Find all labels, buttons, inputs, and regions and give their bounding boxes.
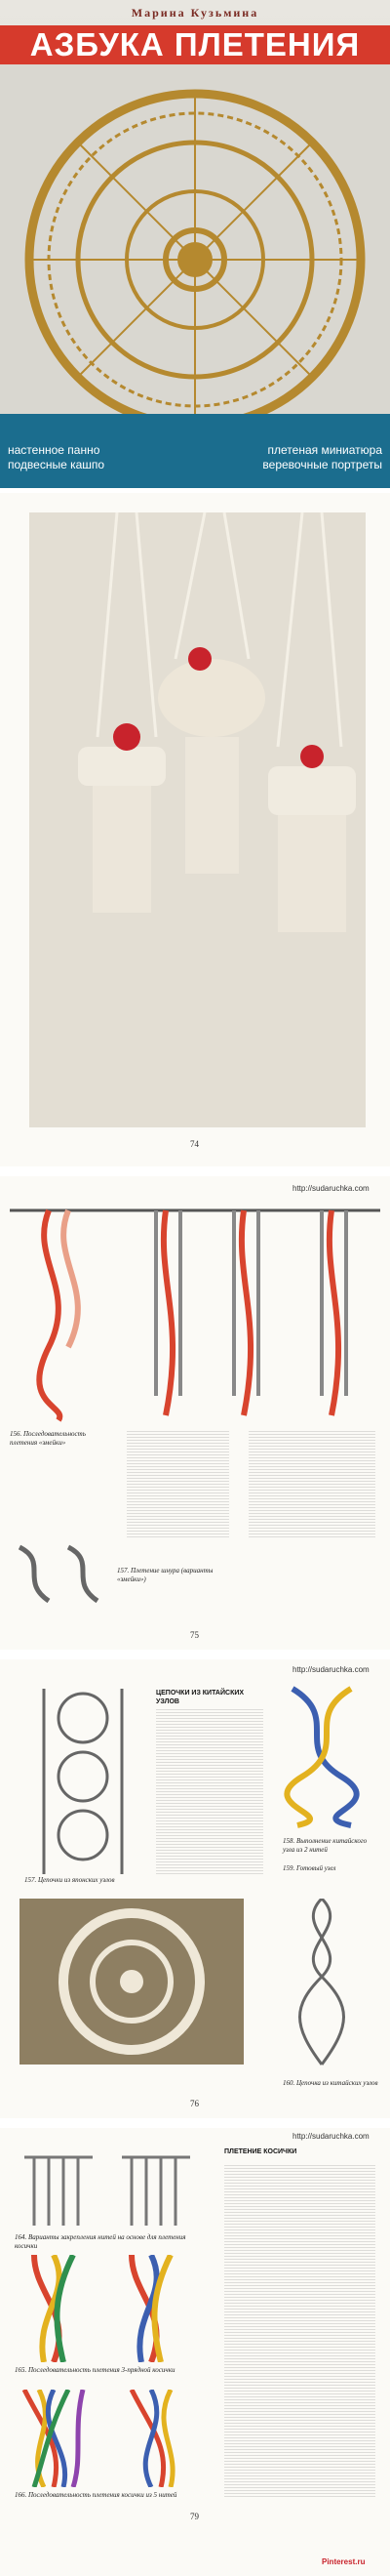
- fig-159-caption: 159. Готовый узел: [283, 1864, 336, 1872]
- page-number: 74: [190, 1139, 199, 1149]
- macrame-circle-photo: [20, 1899, 244, 2065]
- watermark: http://sudaruchka.com: [292, 2132, 370, 2141]
- five-strand-braid-diagram: [15, 2390, 200, 2487]
- fig-166-caption: 166. Последовательность плетения косички из 5 нитей: [15, 2491, 177, 2499]
- section-heading: ПЛЕТЕНИЕ КОСИЧКИ: [224, 2148, 297, 2155]
- fig-164-caption: 164. Варианты закрепления нитей на основе для плетения косички: [15, 2233, 186, 2250]
- fig-157-caption: 157. Плетение шнура (варианты «змейки»): [117, 1567, 214, 1583]
- page-74: [0, 493, 390, 1166]
- text-column-right: [249, 1430, 375, 1537]
- text-column-left: [127, 1430, 229, 1537]
- page-75: [0, 1176, 390, 1650]
- page-number: 79: [190, 2512, 199, 2521]
- text-column: [156, 1708, 263, 1874]
- fig-156-caption: 156. Последовательность плетения «змейки»: [10, 1430, 86, 1447]
- chinese-knot-diagram: [283, 1679, 370, 1835]
- page-number: 75: [190, 1630, 199, 1640]
- three-strand-braid-diagram: [15, 2255, 200, 2362]
- fig-160-caption: 160. Цепочка из китайских узлов: [283, 2079, 378, 2087]
- hanging-planters-photo: [29, 512, 366, 1127]
- section-heading: ЦЕПОЧКИ ИЗ КИТАЙСКИХ УЗЛОВ: [156, 1690, 245, 1705]
- fig-158-caption: 158. Выполнение китайского узла из 2 нитей: [283, 1837, 368, 1854]
- chinese-knot-chain-diagram: [283, 1899, 361, 2074]
- watermark: http://sudaruchka.com: [292, 1184, 370, 1193]
- japanese-knot-chain-diagram: [24, 1679, 141, 1874]
- pinterest-watermark[interactable]: Pinterest.ru: [322, 2557, 366, 2566]
- watermark: http://sudaruchka.com: [292, 1665, 370, 1674]
- book-cover: [0, 0, 390, 488]
- cord-attachment-diagram: [15, 2147, 200, 2230]
- fig-165-caption: 165. Последовательность плетения 3-прядной косички: [15, 2366, 176, 2374]
- cover-title: АЗБУКА ПЛЕТЕНИЯ: [0, 25, 390, 64]
- fig-157-caption: 157. Цепочки из японских узлов: [24, 1876, 115, 1884]
- macrame-wall-panel-illustration: [0, 64, 390, 488]
- text-column: [224, 2165, 375, 2497]
- footer-bar: [0, 2527, 390, 2576]
- cover-author: Марина Кузьмина: [131, 6, 259, 20]
- page-number: 76: [190, 2099, 199, 2108]
- page-76: [0, 1659, 390, 2118]
- snake-knot-diagram: [10, 1201, 380, 1425]
- snake-cord-diagram: [10, 1542, 107, 1611]
- cover-caption-right: плетеная миниатюра веревочные портреты: [262, 443, 382, 471]
- cover-caption-left: настенное панно подвесные кашпо: [8, 443, 105, 471]
- page-braiding: [0, 2128, 390, 2527]
